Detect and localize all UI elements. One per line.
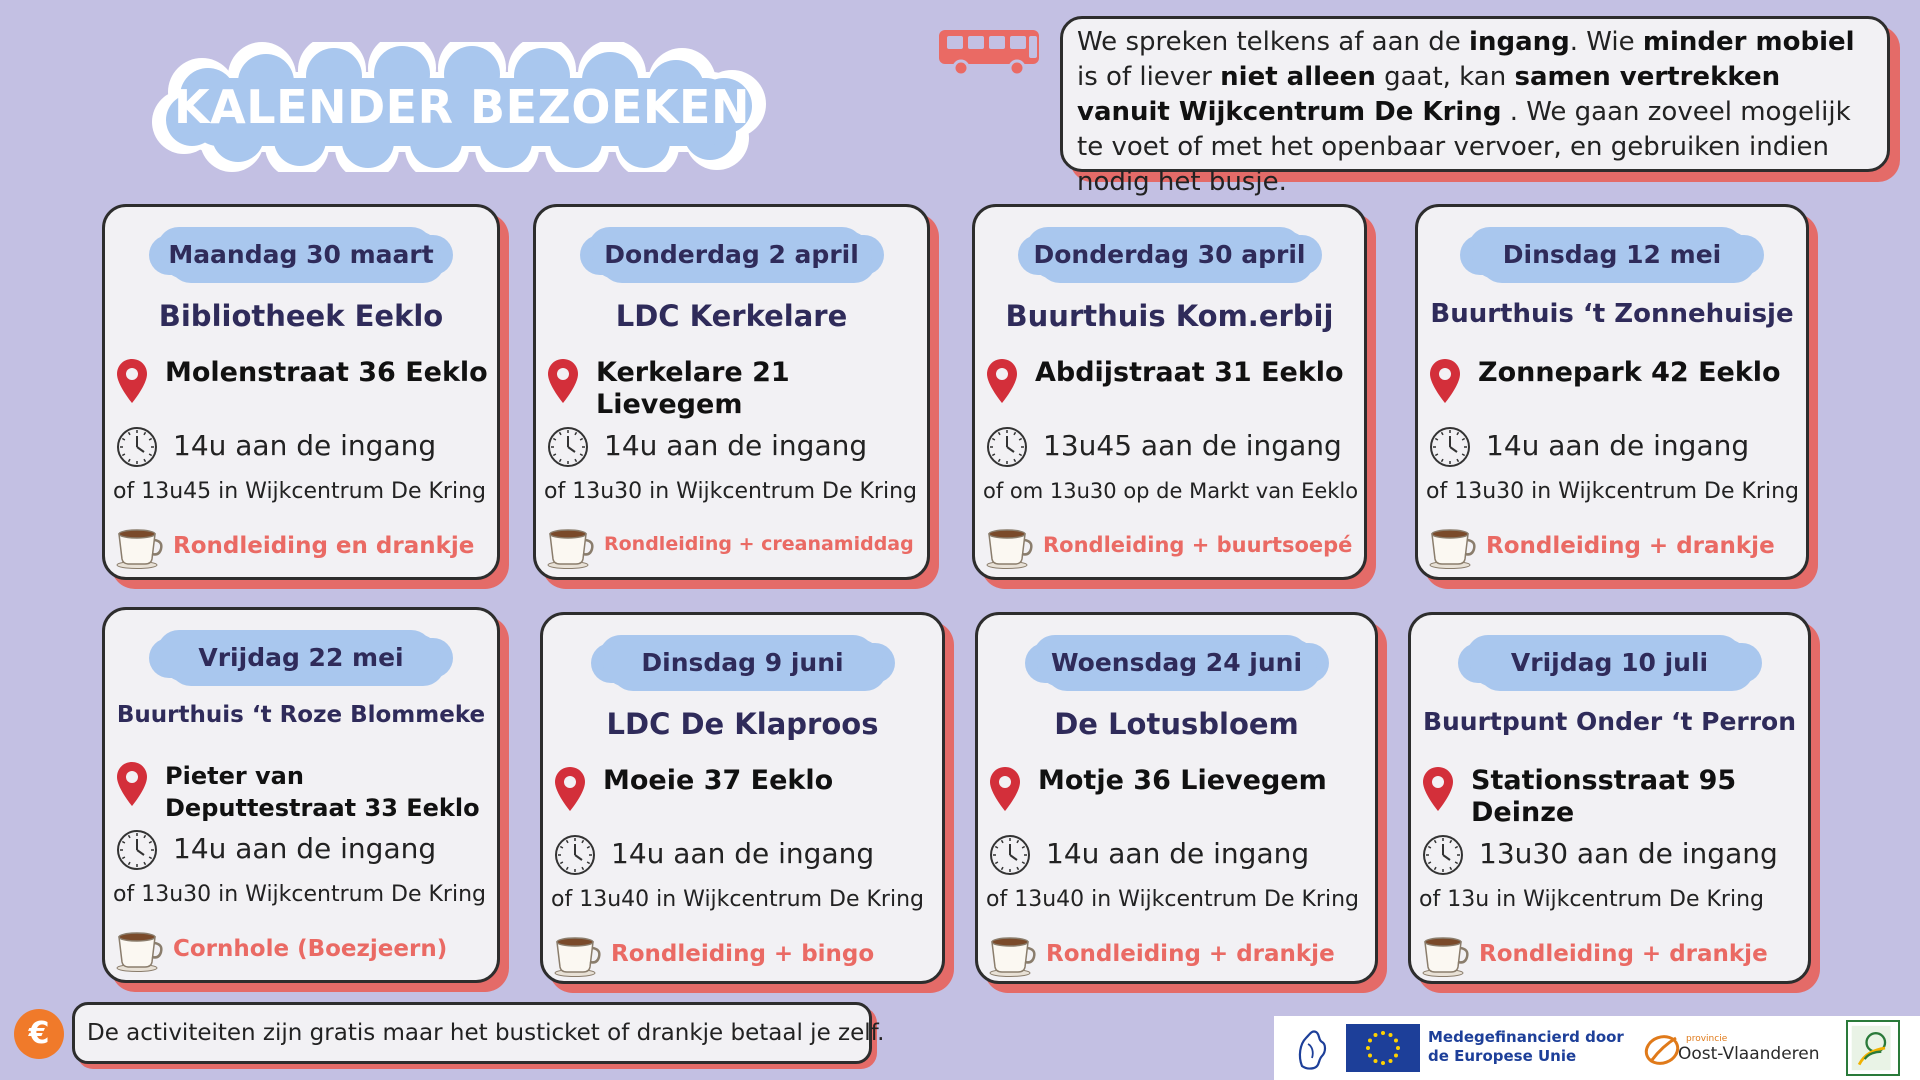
- visit-date: Donderdag 30 april: [1033, 240, 1306, 269]
- visit-card-7: [975, 612, 1378, 984]
- clock-icon: [546, 425, 590, 469]
- visit-venue: Buurthuis ‘t Roze Blommeke: [116, 702, 486, 728]
- visit-venue: De Lotusbloem: [1054, 707, 1299, 741]
- visit-date: Vrijdag 10 juli: [1510, 648, 1709, 677]
- bus-icon: [935, 26, 1045, 78]
- activity-row: [985, 525, 1360, 571]
- time-row: [1428, 425, 1800, 471]
- time-row: [553, 833, 936, 879]
- activity-row: [988, 933, 1371, 979]
- visit-activity: Rondleiding + drankje: [1486, 533, 1775, 559]
- visit-address: Abdijstraat 31 Eeklo: [1035, 357, 1344, 388]
- time-row: [988, 833, 1369, 879]
- date-cloud: [105, 628, 497, 688]
- clock-icon: [1428, 425, 1472, 469]
- meeting-time: 14u aan de ingang: [604, 429, 868, 462]
- time-row: [985, 425, 1358, 471]
- visit-card-1: [102, 204, 500, 580]
- clock-icon: [115, 828, 159, 872]
- visit-venue: LDC Kerkelare: [615, 299, 848, 333]
- activity-row: [115, 928, 493, 974]
- date-cloud: [1411, 633, 1808, 693]
- meeting-time: 14u aan de ingang: [611, 837, 875, 870]
- coffee-cup-icon: [988, 933, 1038, 977]
- leader-logo: [1846, 1020, 1900, 1076]
- location-pin-icon: [553, 765, 587, 813]
- meeting-info-box: [1060, 16, 1890, 197]
- visit-address: Zonnepark 42 Eeklo: [1478, 357, 1781, 388]
- visit-date: Vrijdag 22 mei: [198, 643, 404, 672]
- address-row: [1421, 765, 1802, 828]
- alternative-meeting: of 13u40 in Wijkcentrum De Kring: [551, 887, 924, 912]
- meeting-time: 14u aan de ingang: [173, 429, 437, 462]
- address-row: [115, 760, 491, 820]
- address-row: [553, 765, 936, 825]
- visit-card-3: [972, 204, 1367, 580]
- visit-date: Dinsdag 12 mei: [1502, 240, 1722, 269]
- page-title: KALENDER BEZOEKEN: [174, 80, 750, 134]
- alternative-meeting: of 13u in Wijkcentrum De Kring: [1419, 887, 1764, 912]
- visit-venue: LDC De Klaproos: [606, 707, 879, 741]
- activity-row: [1421, 933, 1804, 979]
- clock-icon: [1421, 833, 1465, 877]
- time-row: [115, 828, 491, 874]
- location-pin-icon: [1428, 357, 1462, 405]
- visit-address: Motje 36 Lievegem: [1038, 765, 1327, 796]
- date-cloud: [105, 225, 497, 285]
- date-cloud: [978, 633, 1375, 693]
- alternative-meeting: of 13u30 in Wijkcentrum De Kring: [1426, 479, 1799, 504]
- coffee-cup-icon: [115, 525, 165, 569]
- euro-icon: €: [14, 1009, 64, 1059]
- coffee-cup-icon: [1428, 525, 1478, 569]
- clock-icon: [988, 833, 1032, 877]
- clock-icon: [553, 833, 597, 877]
- coffee-cup-icon: [985, 525, 1035, 569]
- visit-date: Maandag 30 maart: [168, 240, 434, 269]
- info-text: We spreken telkens af aan de ingang. Wie minder mobiel is of liever niet alleen gaat, kan samen vertrekken vanuit Wijkcentrum De Kring . We gaan zoveel mogelijk te voet of met het openbaar vervoer, en gebruiken indien nodig het busje.: [1077, 27, 1855, 197]
- visit-address: Kerkelare 21 Lievegem: [596, 357, 790, 420]
- eu-cofinanced-text: Medegefinancierd door de Europese Unie: [1428, 1028, 1624, 1065]
- visit-card-8: [1408, 612, 1811, 984]
- visit-activity: Rondleiding + creanamiddag: [604, 533, 914, 555]
- alternative-meeting: of om 13u30 op de Markt van Eeklo: [983, 479, 1359, 503]
- visit-activity: Rondleiding en drankje: [173, 533, 475, 559]
- visit-activity: Cornhole (Boezjeern): [173, 936, 448, 962]
- time-row: [115, 425, 491, 471]
- address-row: [985, 357, 1358, 417]
- meeting-time: 14u aan de ingang: [173, 832, 437, 865]
- visit-activity: Rondleiding + drankje: [1046, 941, 1335, 967]
- province-name: Oost-Vlaanderen: [1678, 1044, 1820, 1064]
- alternative-meeting: of 13u45 in Wijkcentrum De Kring: [113, 479, 486, 504]
- visit-address: Molenstraat 36 Eeklo: [165, 357, 488, 388]
- alternative-meeting: of 13u40 in Wijkcentrum De Kring: [986, 887, 1359, 912]
- alternative-meeting: of 13u30 in Wijkcentrum De Kring: [113, 882, 486, 907]
- location-pin-icon: [115, 357, 149, 405]
- meeting-time: 14u aan de ingang: [1486, 429, 1750, 462]
- visit-card-4: [1415, 204, 1809, 580]
- visit-date: Woensdag 24 juni: [1050, 648, 1303, 677]
- provincie-logo: [1642, 1030, 1682, 1068]
- sponsor-logos: [1274, 1016, 1920, 1080]
- eu-flag-logo: [1346, 1024, 1420, 1072]
- clock-icon: [985, 425, 1029, 469]
- visit-venue: Bibliotheek Eeklo: [158, 299, 444, 333]
- visit-date: Donderdag 2 april: [604, 240, 859, 269]
- visit-card-6: [540, 612, 945, 984]
- meeting-time: 14u aan de ingang: [1046, 837, 1310, 870]
- date-cloud: [536, 225, 927, 285]
- visit-venue: Buurtpunt Onder ‘t Perron: [1422, 707, 1797, 736]
- date-cloud: [975, 225, 1364, 285]
- title-cloud: [142, 42, 782, 172]
- location-pin-icon: [1421, 765, 1455, 813]
- alternative-meeting: of 13u30 in Wijkcentrum De Kring: [544, 479, 917, 504]
- province-small-label: provincie: [1686, 1034, 1728, 1044]
- visit-card-5: [102, 607, 500, 983]
- visit-card-2: [533, 204, 930, 580]
- visit-address: Stationsstraat 95 Deinze: [1471, 765, 1737, 828]
- address-row: [1428, 357, 1800, 417]
- visit-venue: Buurthuis ‘t Zonnehuisje: [1430, 299, 1794, 329]
- location-pin-icon: [988, 765, 1022, 813]
- visit-address: Pieter van Deputtestraat 33 Eeklo: [165, 762, 480, 822]
- coffee-cup-icon: [553, 933, 603, 977]
- date-cloud: [1418, 225, 1806, 285]
- visit-activity: Rondleiding + drankje: [1479, 941, 1768, 967]
- visit-venue: Buurthuis Kom.erbij: [1005, 299, 1334, 333]
- meeting-time: 13u45 aan de ingang: [1043, 429, 1342, 462]
- activity-row: [546, 525, 923, 571]
- time-row: [546, 425, 921, 471]
- location-pin-icon: [115, 760, 149, 808]
- visit-address: Moeie 37 Eeklo: [603, 765, 834, 796]
- coffee-cup-icon: [546, 525, 596, 569]
- cost-note: De activiteiten zijn gratis maar het busticket of drankje betaal je zelf.: [72, 1002, 872, 1064]
- address-row: [988, 765, 1369, 825]
- activity-row: [553, 933, 938, 979]
- meeting-time: 13u30 aan de ingang: [1479, 837, 1778, 870]
- clock-icon: [115, 425, 159, 469]
- location-pin-icon: [985, 357, 1019, 405]
- visit-activity: Rondleiding + buurtsoepé: [1043, 533, 1353, 557]
- activity-row: [1428, 525, 1802, 571]
- visit-date: Dinsdag 9 juni: [641, 648, 844, 677]
- coffee-cup-icon: [115, 928, 165, 972]
- activity-row: [115, 525, 493, 571]
- visit-activity: Rondleiding + bingo: [611, 941, 875, 967]
- location-pin-icon: [546, 357, 580, 405]
- address-row: [546, 357, 921, 420]
- coffee-cup-icon: [1421, 933, 1471, 977]
- address-row: [115, 357, 491, 417]
- date-cloud: [543, 633, 942, 693]
- time-row: [1421, 833, 1802, 879]
- flemish-lion-logo: [1292, 1026, 1332, 1072]
